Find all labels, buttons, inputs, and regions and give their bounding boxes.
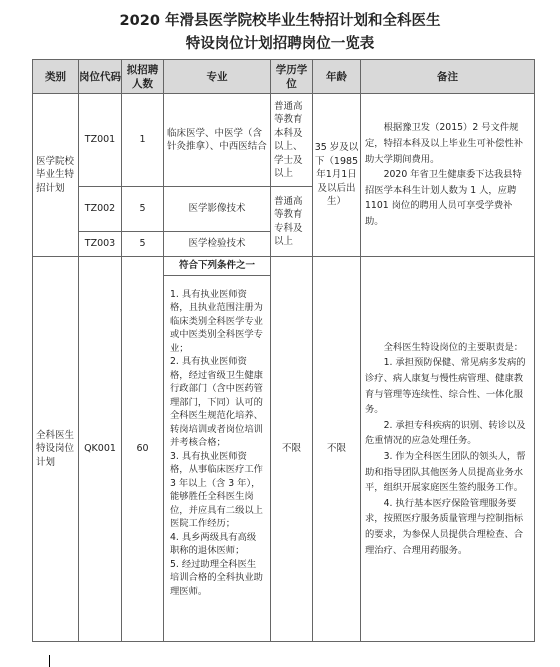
major-cell: 医学影像技术 <box>164 187 271 232</box>
note-cell <box>361 257 535 642</box>
table-row <box>33 94 535 187</box>
note-paragraph: 3. 作为全科医生团队的领头人，帮助和指导团队其他医务人员提高业务水平，组织开展家庭医生签约服务工作。 <box>365 451 526 494</box>
major-cell: 临床医学、中医学（含针灸推拿）、中西医结合 <box>164 94 271 187</box>
age-cell: 不限 <box>313 257 361 642</box>
header-num: 拟招聘人数 <box>122 60 164 94</box>
edu-cell: 普通高等教育专科及以上 <box>271 187 313 257</box>
edu-cell: 不限 <box>271 257 313 642</box>
num-cell: 60 <box>122 257 164 642</box>
note-paragraph: 4. 执行基本医疗保险管理服务要求，按照医疗服务质量管理与控制指标的要求，为参保人员提供合理检查、合理治疗、合理用药服务。 <box>365 497 524 556</box>
conditions-cell <box>164 257 271 642</box>
header-edu: 学历学位 <box>271 60 313 94</box>
text-cursor <box>49 655 50 667</box>
header-age: 年龄 <box>313 60 361 94</box>
table-row <box>33 257 535 642</box>
condition-item: 2. 具有执业医师资格，经过省级卫生健康行政部门（含中医药管理部门，下同）认可的全科医生规范化培养、转岗培训或者岗位培训并考核合格； <box>170 356 263 448</box>
note-cell <box>361 94 535 257</box>
num-cell: 1 <box>122 94 164 187</box>
document-title-line2: 特设岗位计划招聘岗位一览表 <box>185 36 375 52</box>
header-note: 备注 <box>361 60 535 94</box>
condition-item: 4. 具乡两级具有高级职称的退休医师； <box>170 531 257 556</box>
category-cell: 全科医生特设岗位计划 <box>33 257 79 642</box>
header-code: 岗位代码 <box>79 60 122 94</box>
header-category: 类别 <box>33 60 79 94</box>
header-row <box>33 60 535 94</box>
note-paragraph: 根据豫卫发（2015）2 号文件规定，特招本科及以上毕业生可补偿性补助大学期间费用。 <box>365 122 524 165</box>
condition-item: 5. 经过助理全科医生培训合格的全科执业助理医师。 <box>170 558 263 597</box>
code-cell: QK001 <box>79 257 122 642</box>
recruitment-table <box>32 59 535 642</box>
code-cell: TZ001 <box>79 94 122 187</box>
num-cell: 5 <box>122 187 164 232</box>
note-paragraph: 2. 承担专科疾病的识别、转诊以及危重情况的应急处理任务。 <box>365 419 526 447</box>
edu-cell: 普通高等教育本科及以上、学士及以上 <box>271 94 313 187</box>
major-cell: 医学检验技术 <box>164 232 271 257</box>
code-cell: TZ002 <box>79 187 122 232</box>
condition-item: 1. 具有执业医师资格，且执业范围注册为临床类别全科医学专业或中医类别全科医学专业； <box>170 288 263 354</box>
note-paragraph: 2020 年省卫生健康委下达我县特招医学本科生计划人数为 1 人，应聘 1101 岗位的聘用人员可享受学费补助。 <box>365 169 522 227</box>
condition-item: 3. 具有执业医师资格，从事临床医疗工作 3 年以上（含 3 年），能够胜任全科医生岗位，并应具有二级以上医院工作经历； <box>170 450 263 529</box>
age-cell: 35 岁及以下（1985 年1月1日及以后出生） <box>313 94 361 257</box>
code-cell: TZ003 <box>79 232 122 257</box>
header-major: 专业 <box>164 60 271 94</box>
note-paragraph: 全科医生特设岗位的主要职责是： <box>383 341 524 353</box>
document-title-line1: 2020 年滑县医学院校毕业生特招计划和全科医生 <box>119 13 441 29</box>
category-cell: 医学院校毕业生特招计划 <box>33 94 79 257</box>
num-cell: 5 <box>122 232 164 257</box>
conditions-title: 符合下列条件之一 <box>164 257 270 276</box>
note-paragraph: 1. 承担预防保健、常见病多发病的诊疗、病人康复与慢性病管理、健康教育与管理等连续性、综合性、一体化服务。 <box>365 357 526 416</box>
